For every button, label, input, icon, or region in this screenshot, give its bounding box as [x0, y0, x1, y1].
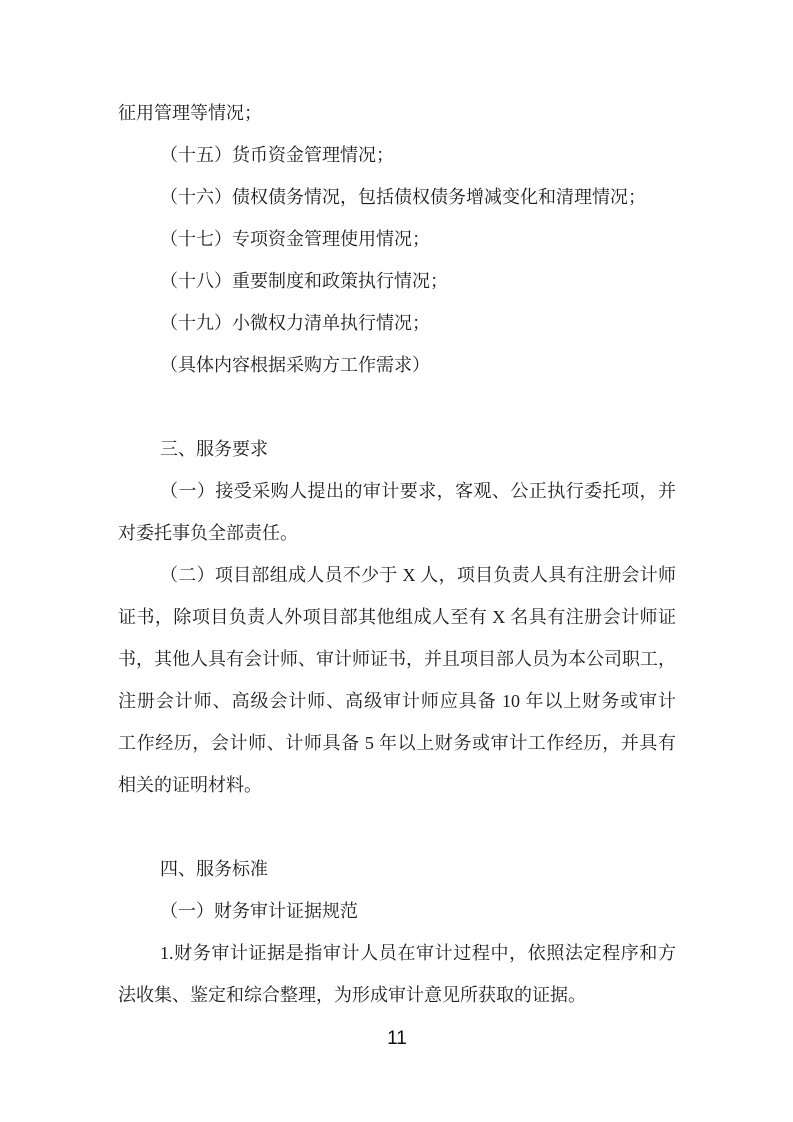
doc-blank-line [118, 386, 676, 428]
doc-line: 工作经历，会计师、计师具备 5 年以上财务或审计工作经历，并具有 [118, 733, 676, 753]
doc-line: 1.财务审计证据是指审计人员在审计过程中，依照法定程序和方 [160, 943, 676, 963]
doc-line: 对委托事负全部责任。 [118, 523, 298, 543]
doc-line: （十八）重要制度和政策执行情况； [160, 271, 448, 291]
doc-line: （一）接受采购人提出的审计要求，客观、公正执行委托项，并 [160, 481, 676, 501]
section-heading: 四、服务标准 [160, 859, 268, 879]
subsection-heading: （一）财务审计证据规范 [160, 901, 358, 921]
section-heading: 三、服务要求 [160, 439, 268, 459]
document-body [118, 92, 676, 1016]
doc-line: （十六）债权债务情况，包括债权债务增减变化和清理情况； [160, 187, 646, 207]
doc-blank-line [118, 806, 676, 848]
doc-line: 注册会计师、高级会计师、高级审计师应具备 10 年以上财务或审计 [118, 691, 676, 711]
doc-line: （十五）货币资金管理情况； [160, 145, 394, 165]
doc-line: （十七）专项资金管理使用情况； [160, 229, 430, 249]
doc-line: 相关的证明材料。 [118, 775, 262, 795]
doc-line: 征用管理等情况； [118, 103, 262, 123]
doc-line: 法收集、鉴定和综合整理，为形成审计意见所获取的证据。 [118, 985, 586, 1005]
doc-line: 证书，除项目负责人外项目部其他组成人至有 X 名具有注册会计师证 [118, 607, 676, 627]
doc-line: （二）项目部组成人员不少于 X 人，项目负责人具有注册会计师 [160, 565, 676, 585]
doc-line: （具体内容根据采购方工作需求） [160, 355, 430, 375]
doc-line: 书，其他人具有会计师、审计师证书，并且项目部人员为本公司职工， [118, 649, 676, 669]
page-number: 11 [387, 1028, 407, 1049]
doc-line: （十九）小微权力清单执行情况； [160, 313, 430, 333]
